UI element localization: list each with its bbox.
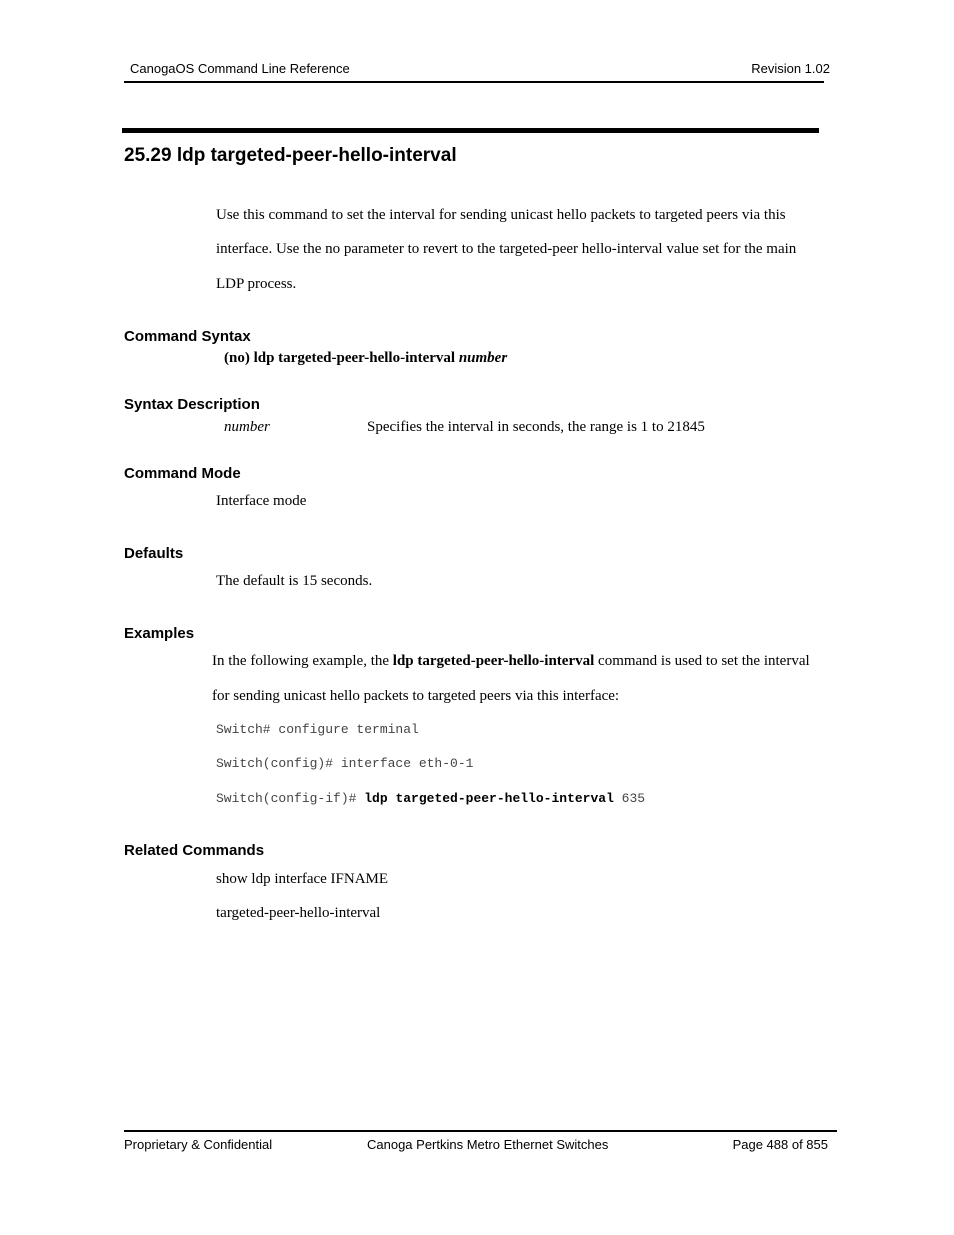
footer-page-number: Page 488 of 855 bbox=[732, 1137, 828, 1152]
syntax-param-name: number bbox=[224, 419, 270, 435]
command-syntax-prefix: (no) ldp targeted-peer-hello-interval bbox=[224, 350, 459, 366]
examples-intro-line-1 bbox=[212, 653, 810, 670]
related-command-item: targeted-peer-hello-interval bbox=[216, 905, 381, 921]
examples-intro-line-2: for sending unicast hello packets to targeted peers via this interface: bbox=[212, 688, 620, 704]
footer-center: Canoga Pertkins Metro Ethernet Switches bbox=[367, 1137, 609, 1152]
section-rule bbox=[122, 128, 819, 133]
command-syntax-line bbox=[224, 350, 507, 367]
command-mode-heading: Command Mode bbox=[124, 465, 241, 482]
description-line-3: LDP process. bbox=[216, 276, 297, 292]
related-command-item: show ldp interface IFNAME bbox=[216, 871, 389, 887]
header-divider bbox=[124, 81, 824, 83]
examples-intro-command: ldp targeted-peer-hello-interval bbox=[392, 653, 595, 669]
footer-left: Proprietary & Confidential bbox=[124, 1137, 273, 1152]
header-revision: Revision 1.02 bbox=[751, 61, 830, 76]
examples-intro-post: command is used to set the interval bbox=[594, 653, 810, 669]
code-argument: 635 bbox=[613, 791, 646, 806]
related-commands-heading: Related Commands bbox=[124, 842, 265, 859]
command-syntax-heading: Command Syntax bbox=[124, 328, 251, 345]
code-line-3 bbox=[216, 791, 645, 806]
code-line-1: Switch# configure terminal bbox=[216, 722, 419, 737]
defaults-heading: Defaults bbox=[124, 545, 184, 562]
section-title: 25.29 ldp targeted-peer-hello-interval bbox=[124, 145, 457, 166]
code-line-2: Switch(config)# interface eth-0-1 bbox=[216, 756, 474, 771]
description-line-1: Use this command to set the interval for sending unicast hello packets to targeted peers via this bbox=[216, 207, 786, 223]
examples-intro-pre: In the following example, the bbox=[212, 653, 393, 669]
command-mode-text: Interface mode bbox=[216, 493, 307, 509]
examples-heading: Examples bbox=[124, 625, 195, 642]
command-syntax-param: number bbox=[458, 350, 508, 366]
header-title: CanogaOS Command Line Reference bbox=[130, 61, 350, 76]
footer-divider bbox=[124, 1130, 837, 1132]
syntax-param-description: Specifies the interval in seconds, the range is 1 to 21845 bbox=[367, 419, 705, 435]
syntax-description-heading: Syntax Description bbox=[124, 396, 260, 413]
code-prompt: Switch(config-if)# bbox=[216, 791, 365, 806]
description-line-2: interface. Use the no parameter to revert to the targeted-peer hello-interval value set for the main bbox=[216, 241, 797, 257]
defaults-text: The default is 15 seconds. bbox=[216, 573, 373, 589]
code-command: ldp targeted-peer-hello-interval bbox=[364, 791, 614, 806]
